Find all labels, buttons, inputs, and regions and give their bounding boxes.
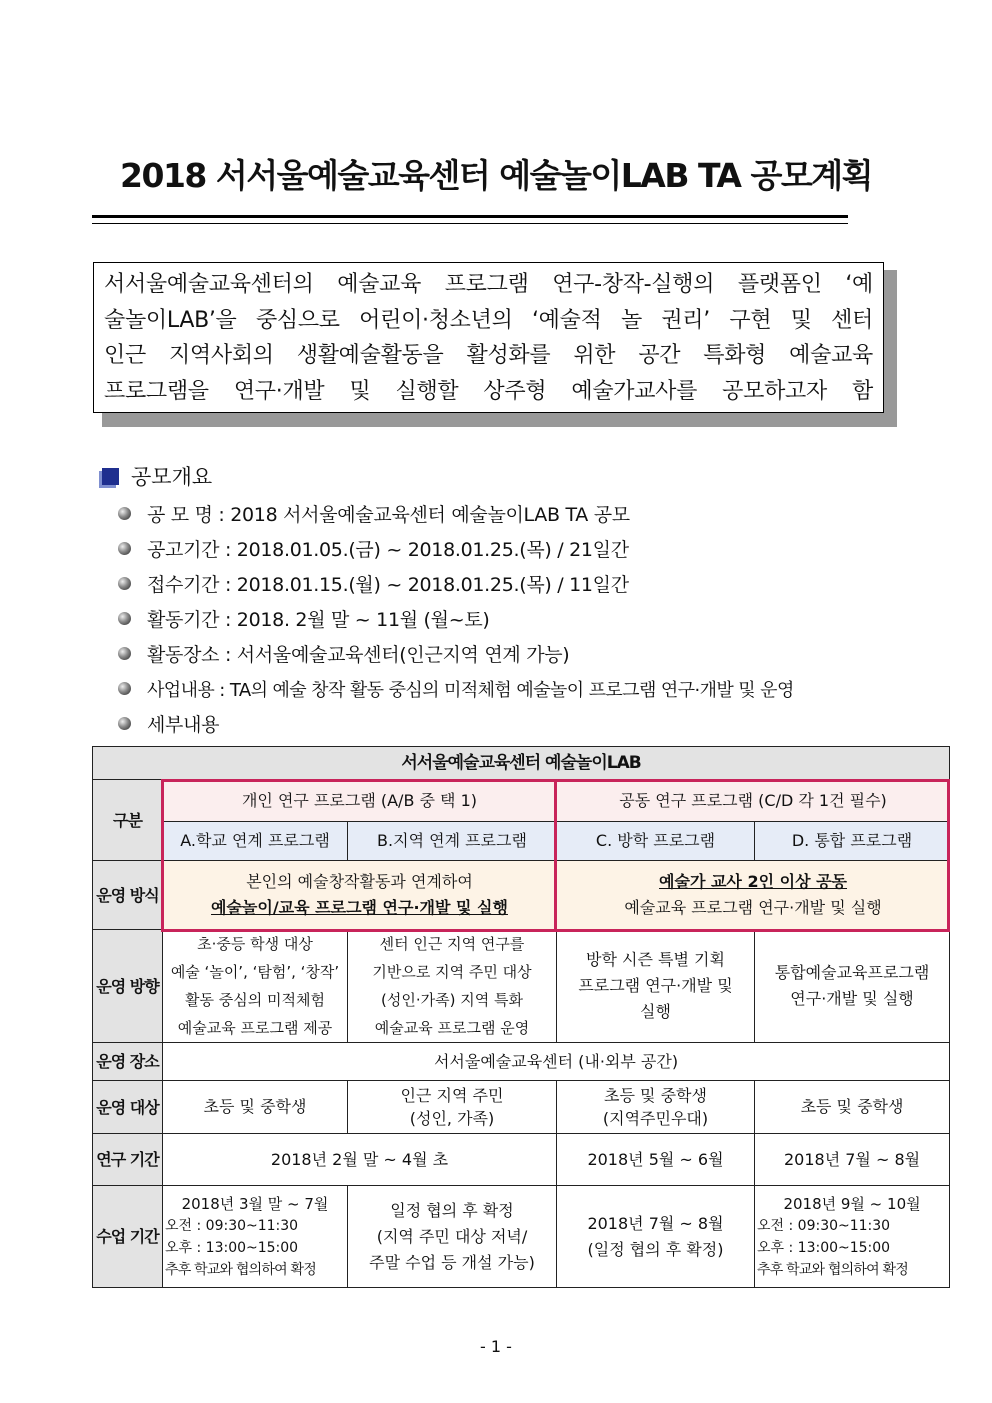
cell-line: 오전 : 09:30~11:30 — [165, 1217, 299, 1234]
list-item-text: 공고기간 : 2018.01.05.(금) ~ 2018.01.25.(목) / 21일간 — [147, 539, 629, 561]
summary-line: 서서울예술교육센터의 예술교육 프로그램 연구-창작-실행의 플랫폼인 ‘예 — [104, 272, 873, 297]
program-b: B.지역 연계 프로그램 — [348, 822, 557, 861]
class-c — [557, 1186, 755, 1288]
cell-line: (지역주민우대) — [602, 1109, 709, 1128]
class-a — [163, 1186, 348, 1288]
cell-line: (성인, 가족) — [409, 1109, 495, 1128]
group-individual: 개인 연구 프로그램 (A/B 중 택 1) — [163, 780, 557, 822]
list-item — [118, 671, 794, 706]
row-label-class: 수업 기간 — [93, 1186, 163, 1288]
class-d — [755, 1186, 950, 1288]
section-heading — [102, 461, 212, 491]
cell-line: 방학 시즌 특별 기획 — [586, 950, 725, 969]
program-c: C. 방학 프로그램 — [557, 822, 755, 861]
cell-line: 인근 지역 주민 — [400, 1086, 504, 1105]
cell-line: 오전 : 09:30~11:30 — [757, 1217, 891, 1234]
cell-line: 활동 중심의 미적체험 — [185, 991, 325, 1009]
square-bullet-icon — [102, 468, 119, 485]
list-item — [118, 636, 794, 671]
cell-line: 초등 및 중학생 — [800, 1097, 904, 1116]
summary-line: 인근 지역사회의 생활예술활동을 활성화를 위한 공간 특화형 예술교육 — [104, 343, 873, 368]
method-individual — [163, 861, 557, 930]
list-item-text: 세부내용 — [147, 714, 220, 736]
target-a — [163, 1081, 348, 1134]
cell-line: 센터 인근 지역 연구를 — [379, 935, 525, 953]
cell-line: 예술교육 프로그램 제공 — [177, 1019, 333, 1037]
direction-a — [163, 930, 348, 1043]
cell-line: (지역 주민 대상 저녁/ — [376, 1226, 528, 1246]
cell-line: 초등 및 중학생 — [203, 1097, 307, 1116]
cell-line: 2018년 9월 ~ 10월 — [783, 1194, 921, 1213]
list-item-text: 사업내용 : TA의 예술 창작 활동 중심의 미적체험 예술놀이 프로그램 연구·개발 및 운영 — [147, 679, 794, 701]
round-bullet-icon — [118, 507, 131, 520]
list-item — [118, 566, 794, 601]
summary-line: 술놀이LAB’을 중심으로 어린이·청소년의 ‘예술적 놀 권리’ 구현 및 센터 — [104, 307, 873, 333]
cell-line: 연구·개발 및 실행 — [790, 989, 914, 1008]
table-header: 서서울예술교육센터 예술놀이LAB — [93, 747, 950, 780]
cell-line: (성인·가족) 지역 특화 — [381, 991, 523, 1009]
cell-line: 초등 및 중학생 — [604, 1086, 707, 1105]
method-line: 본인의 예술창작활동과 연계하여 — [246, 872, 473, 891]
method-line: 예술놀이/교육 프로그램 연구·개발 및 실행 — [211, 898, 508, 917]
cell-line: 일정 협의 후 확정 — [390, 1200, 514, 1220]
title-divider — [92, 215, 848, 224]
row-label-category: 구분 — [93, 780, 163, 861]
round-bullet-icon — [118, 542, 131, 555]
list-item — [118, 531, 794, 566]
cell-line: 기반으로 지역 주민 대상 — [372, 963, 532, 981]
cell-line: 추후 학교와 협의하여 확정 — [757, 1261, 908, 1278]
list-item-text: 공 모 명 : 2018 서서울예술교육센터 예술놀이LAB TA 공모 — [147, 504, 630, 526]
research-d: 2018년 7월 ~ 8월 — [755, 1134, 950, 1186]
section-title: 공모개요 — [131, 465, 213, 489]
round-bullet-icon — [118, 717, 131, 730]
place-cell: 서서울예술교육센터 (내·외부 공간) — [163, 1043, 950, 1081]
row-label-direction: 운영 방향 — [93, 930, 163, 1043]
page-number: - 1 - — [480, 1337, 512, 1356]
round-bullet-icon — [118, 612, 131, 625]
row-label-research: 연구 기간 — [93, 1134, 163, 1186]
summary-line: 프로그램을 연구·개발 및 실행할 상주형 예술가교사를 공모하고자 함 — [104, 378, 873, 404]
cell-line: (일정 협의 후 확정) — [587, 1239, 724, 1259]
row-label-target: 운영 대상 — [93, 1081, 163, 1134]
cell-line: 실행 — [640, 1002, 671, 1021]
cell-line: 2018년 3월 말 ~ 7월 — [181, 1194, 329, 1213]
cell-line: 프로그램 연구·개발 및 — [578, 976, 733, 995]
method-line: 예술가 교사 2인 이상 공동 — [659, 872, 848, 891]
list-item-text: 활동장소 : 서서울예술교육센터(인근지역 연계 가능) — [147, 644, 570, 666]
method-line: 예술교육 프로그램 연구·개발 및 실행 — [624, 898, 882, 917]
direction-b — [348, 930, 557, 1043]
class-b — [348, 1186, 557, 1288]
document-title: 2018 서서울예술교육센터 예술놀이LAB TA 공모계획 — [120, 156, 872, 195]
cell-line: 오후 : 13:00~15:00 — [757, 1239, 891, 1256]
round-bullet-icon — [118, 577, 131, 590]
program-table — [92, 746, 950, 1288]
program-a: A.학교 연계 프로그램 — [163, 822, 348, 861]
cell-line: 예술 ‘놀이’, ‘탐험’, ‘창작’ — [170, 963, 340, 981]
list-item — [118, 706, 794, 741]
research-c: 2018년 5월 ~ 6월 — [557, 1134, 755, 1186]
method-joint — [557, 861, 950, 930]
target-c — [557, 1081, 755, 1134]
cell-line: 통합예술교육프로그램 — [774, 963, 930, 982]
direction-d — [755, 930, 950, 1043]
direction-c — [557, 930, 755, 1043]
list-item — [118, 601, 794, 636]
target-b — [348, 1081, 557, 1134]
row-label-method: 운영 방식 — [93, 861, 163, 930]
group-joint: 공동 연구 프로그램 (C/D 각 1건 필수) — [557, 780, 950, 822]
round-bullet-icon — [118, 647, 131, 660]
list-item-text: 활동기간 : 2018. 2월 말 ~ 11월 (월~토) — [147, 609, 490, 631]
research-individual: 2018년 2월 말 ~ 4월 초 — [163, 1134, 557, 1186]
cell-line: 2018년 7월 ~ 8월 — [587, 1213, 724, 1233]
list-item — [118, 496, 794, 531]
cell-line: 추후 학교와 협의하여 확정 — [165, 1261, 316, 1278]
row-label-place: 운영 장소 — [93, 1043, 163, 1081]
cell-line: 오후 : 13:00~15:00 — [165, 1239, 299, 1256]
summary-box — [93, 262, 884, 413]
program-d: D. 통합 프로그램 — [755, 822, 950, 861]
round-bullet-icon — [118, 682, 131, 695]
target-d — [755, 1081, 950, 1134]
cell-line: 초·중등 학생 대상 — [197, 935, 313, 953]
cell-line: 예술교육 프로그램 운영 — [374, 1019, 530, 1037]
overview-list — [118, 496, 794, 741]
cell-line: 주말 수업 등 개설 가능) — [369, 1252, 535, 1272]
list-item-text: 접수기간 : 2018.01.15.(월) ~ 2018.01.25.(목) / 11일간 — [147, 574, 629, 596]
